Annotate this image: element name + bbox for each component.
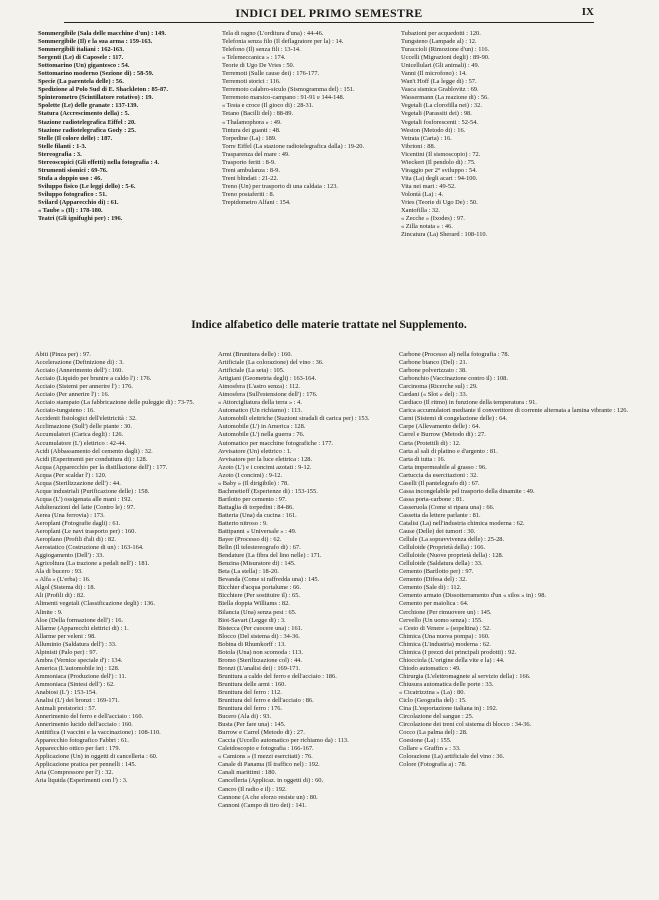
index-entry: Wassermann (La reazione di) : 56.: [401, 94, 489, 102]
index-entry: Carbone bianco (Del) : 21.: [399, 359, 468, 367]
index-entry: Terremoto marsico-campano : 91-91 e 144-148.: [222, 94, 345, 102]
header-rule: [64, 22, 594, 23]
index-entry: Vegetali (Parassiti dei) : 98.: [401, 110, 472, 118]
index-entry: Cemento per maiolica : 64.: [399, 600, 469, 608]
index-entry: Uccelli (Migrazioni degli) : 89-90.: [401, 54, 490, 62]
index-entry: Aggiogamento (Dell') : 33.: [35, 552, 104, 560]
index-entry: Acciaio stampato (La fabbricazione delle puleggie di) : 73-75.: [35, 399, 195, 407]
index-entry: Carica accumulatori mediante il convertitore di corrente alternata a lamina vibrante : 126.: [399, 407, 629, 415]
index-entry: Strumenti sismici : 69-76.: [38, 166, 108, 174]
index-entry: Benzina (Misuratore di) : 145.: [218, 560, 296, 568]
index-entry: Acqua (Apparecchio per la distillazione dell') : 177.: [35, 463, 168, 471]
index-entry: Casseruola (Come si ripara una) : 66.: [399, 503, 495, 511]
index-entry: Vanni (Il microfono) : 14.: [401, 70, 467, 78]
index-entry: Teorie di Ugo De Vries : 50.: [222, 62, 295, 70]
index-entry: Bevanda (Come si raffredda una) : 145.: [218, 576, 320, 584]
index-entry: Carbone polverizzato : 38.: [399, 367, 467, 375]
index-entry: Carta di tutta : 16.: [399, 455, 446, 463]
index-entry: Sorgenti (Le) di Caposele : 117.: [38, 54, 124, 62]
section-title: Indice alfabetico delle materie trattate nel Supplemento.: [191, 319, 467, 331]
index-entry: Carta al sali di platino e d'argento : 81.: [399, 447, 498, 455]
index-entry: Biot-Savart (Legge di) : 3.: [218, 616, 286, 624]
index-entry: Ali (Profili di) : 82.: [35, 592, 85, 600]
index-entry: Chimica (L'industria) moderna : 62.: [399, 640, 491, 648]
index-entry: Abiti (Pinza per) : 97.: [35, 351, 91, 358]
index-entry: Ammoniaca (Sintesi dell') : 62.: [35, 680, 115, 688]
top-index-column-2: [222, 30, 382, 207]
index-entry: Artificiale (La colorazione) del vino : 36.: [218, 359, 324, 367]
index-entry: Coesione (La) : 155.: [399, 737, 452, 745]
index-entry: Battipanni « Universale » : 49.: [218, 528, 297, 536]
index-entry: Stazione radiotelegrafica Eiffel : 20.: [38, 118, 136, 126]
index-entry: Tungsteno (Lampade al) : 12.: [401, 38, 477, 46]
index-entry: Automobile (L') nella guerra : 76.: [218, 431, 305, 439]
index-entry: Alpinisti (Palo per) : 97.: [35, 648, 98, 656]
index-entry: Acqua (Sterilizzazione dell') : 44.: [35, 479, 121, 487]
index-entry: Automatico (Un richiamo) : 113.: [218, 407, 303, 415]
index-entry: Accelerazione (Definizione di) : 3.: [35, 359, 124, 367]
index-entry: Stufa a doppio uso : 46.: [38, 174, 102, 182]
index-entry: Caccia (Uccello automatico per richiamo da) : 113.: [218, 737, 349, 745]
index-entry: Allarme (Apparecchi elettrici di) : 1.: [35, 624, 129, 632]
index-entry: Torpedine (La) : 189.: [222, 134, 277, 142]
index-entry: Brunitura del ferro : 112.: [218, 688, 282, 696]
index-entry: Stazione radiotelegrafica Gody : 25.: [38, 126, 136, 134]
index-entry: Telefono (Il) senza fili : 13-14.: [222, 46, 301, 54]
index-entry: Sottomarino (Un) gigantesco : 54.: [38, 62, 130, 70]
index-entry: Aeroplano (Profili d'ali di) : 82.: [35, 536, 117, 544]
index-entry: Cocco (La palma del) : 28.: [399, 729, 468, 737]
index-entry: Bromo (Sterilizzazione col) : 44.: [218, 656, 302, 664]
index-entry: « Cesto di Venere » (sopeltina) : 52.: [399, 624, 491, 632]
index-entry: Cemento armato (Dissotterramento d'un « silos » in) : 98.: [399, 592, 547, 600]
index-entry: Cassetta da lettere parlante : 81.: [399, 511, 481, 519]
index-entry: Stelle (Il colore delle) : 187.: [38, 134, 113, 142]
index-entry: Acclimazione (Sull') delle piante : 30.: [35, 423, 132, 431]
index-entry: Blocco (Del sistema di) : 34-36.: [218, 632, 300, 640]
index-entry: Carta impermeabile al grasso : 96.: [399, 463, 487, 471]
index-entry: Cemento (Sale di) : 112.: [399, 584, 462, 592]
index-entry: Armi (Brunitura delle) : 160.: [218, 351, 293, 358]
index-entry: Viraggio per 2° sviluppo : 54.: [401, 166, 478, 174]
index-entry: Volontà (La) : 4.: [401, 190, 444, 198]
index-entry: Torre Eiffel (La stazione radiotelegrafica dalla) : 19-20.: [222, 142, 365, 150]
index-entry: Bilancia (Una) senza pesi : 65.: [218, 608, 297, 616]
index-entry: Sommergibile (Il) e la sua arma : 159-163.: [38, 38, 153, 46]
index-entry: Annerimento del ferro e dell'acciaio : 160.: [35, 713, 144, 721]
index-entry: Vita (La) degli acari : 94-100.: [401, 174, 478, 182]
index-entry: Chirurgia (L'elettromagnete al servizio della) : 166.: [399, 672, 531, 680]
index-entry: Adulterazioni del latte (Contro le) : 97.: [35, 503, 135, 511]
index-entry: Tintura dei guanti : 48.: [222, 126, 281, 134]
index-entry: Acciaio (Per annerire l') : 16.: [35, 391, 110, 399]
index-entry: Annerimento lucido dell'acciaio : 160.: [35, 721, 133, 729]
index-entry: « Camions » (I mezzi esercitati) : 76.: [218, 753, 313, 761]
index-entry: Celluloide (Proprietà della) : 166.: [399, 544, 486, 552]
index-entry: Bendature (La fibra del lino nelle) : 171.: [218, 552, 322, 560]
index-entry: Automatico per macchine fotografiche : 177.: [218, 439, 333, 447]
index-entry: Carni (Sistemi di congelazione delle) : 64.: [399, 415, 508, 423]
index-entry: Bayer (Processo di) : 62.: [218, 536, 282, 544]
index-entry: Barilotto per cemento : 97.: [218, 495, 287, 503]
index-entry: Agricoltura (La trazione a pedali nell') : 181.: [35, 560, 150, 568]
index-entry: Atmosfera (L'astro senza) : 112.: [218, 383, 301, 391]
index-entry: Sottomarino moderno (Sezione di) : 58-59.: [38, 70, 154, 78]
index-entry: Chimica (Una nuova pompa) : 160.: [399, 632, 490, 640]
index-entry: Bachmetieff (Esperienze di) : 153-155.: [218, 487, 318, 495]
index-entry: Sommergibili italiani : 162-163.: [38, 46, 124, 54]
index-entry: Tela di ragno (L'orditura d'una) : 44-46.: [222, 30, 324, 37]
index-entry: Cannoni (Campo di tiro dei) : 141.: [218, 801, 307, 809]
index-entry: Colore (Fotografia a) : 78.: [399, 761, 467, 769]
index-entry: Cellule (La sopravvivenza delle) : 25-28.: [399, 536, 505, 544]
index-entry: Artigiani (Geometria degli) : 163-164.: [218, 375, 317, 383]
index-entry: Carta (Proiettili di) : 12.: [399, 439, 461, 447]
index-entry: Acque industriali (Purificazione delle) : 158.: [35, 487, 150, 495]
index-entry: America (L'automobile in) : 128.: [35, 664, 120, 672]
index-entry: Alimenti vegetali (Classificazione degli) : 136.: [35, 600, 155, 608]
index-entry: Collare « Graffin » : 33.: [399, 745, 461, 753]
index-entry: Sviluppo fisico (Le leggi dello) : 5-6.: [38, 182, 136, 190]
index-entry: Colorazione (La) artificiale del vino : 36.: [399, 753, 505, 761]
index-entry: Cause (Delle) dei tumori : 30.: [399, 528, 476, 536]
index-entry: Treni blindati : 21-22.: [222, 174, 279, 182]
index-entry: Cemento (Barilotto per) : 97.: [399, 568, 474, 576]
index-entry: « Zecche » (Ixodes) : 97.: [401, 215, 465, 223]
index-entry: Anabiosi (L') : 153-154.: [35, 688, 97, 696]
index-entry: Cardani (« Slot » del) : 33.: [399, 391, 468, 399]
index-entry: « Thalamophora » : 49.: [222, 118, 282, 126]
index-entry: Alinite : 9.: [35, 608, 63, 616]
index-entry: Vicentini (Il sismoscopio) : 72.: [401, 150, 481, 158]
index-entry: « Zilla notata » : 46.: [401, 223, 453, 231]
index-entry: Aerostatico (Costruzione di un) : 163-164.: [35, 544, 144, 552]
index-entry: Ala di bucero : 93.: [35, 568, 83, 576]
index-entry: Cartuccia da esercitazioni : 32.: [399, 471, 478, 479]
index-entry: Aeroplani (Fotografie dagli) : 61.: [35, 519, 121, 527]
index-entry: Stereoscopici (Gli effetti) nella fotografia : 4.: [38, 158, 160, 166]
index-entry: Batteria (Una) da cucina : 161.: [218, 511, 297, 519]
index-entry: Aerea (Una ferrovia) : 173.: [35, 511, 105, 519]
index-entry: Bicchiere (Per sostituire il) : 65.: [218, 592, 300, 600]
index-entry: Vries (Teorie di Ugo De) : 50.: [401, 198, 478, 206]
index-entry: Statura (Accrescimento della) : 5.: [38, 110, 130, 118]
index-entry: Apparecchio ottico per fari : 179.: [35, 745, 121, 753]
index-entry: Belin (Il telestereografo di) : 67.: [218, 544, 301, 552]
index-entry: Beta (La stella) : 18-20.: [218, 568, 279, 576]
index-entry: Burrow e Carrel (Metodo di) : 27.: [218, 729, 305, 737]
index-entry: Bicchier d'acqua portalume : 66.: [218, 584, 301, 592]
index-entry: Applicazione (Un) in oggetti di cancelleria : 60.: [35, 753, 158, 761]
header-title: INDICI DEL PRIMO SEMESTRE: [235, 6, 423, 20]
index-entry: Batterio nitroso : 9.: [218, 519, 268, 527]
index-entry: Turaccioli (Rimozione d'un) : 116.: [401, 46, 490, 54]
index-entry: Cina (L'esportazione italiana in) : 192.: [399, 705, 498, 713]
index-entry: Acciaio (Sistemi per annerire l') : 176.: [35, 383, 133, 391]
index-entry: Treno postaferiti : 8.: [222, 190, 275, 198]
index-entry: Terremoti (Sulle cause dei) : 176-177.: [222, 70, 320, 78]
index-entry: Chimica (I prezzi dei principali prodotti) : 92.: [399, 648, 517, 656]
index-entry: Canali marittimi : 180.: [218, 769, 277, 777]
index-entry: Botola (Una) non scomoda : 113.: [218, 648, 303, 656]
index-entry: Avvisatore per la luce elettrica : 128.: [218, 455, 313, 463]
index-entry: Terremoto calabro-siculo (Sismogramma del) : 151.: [222, 86, 355, 94]
index-entry: Carrel e Burrow (Metodo di) : 27.: [399, 431, 486, 439]
index-entry: « Baby » (Il dirigibile) : 78.: [218, 479, 289, 487]
index-entry: Biella doppia Williams : 82.: [218, 600, 290, 608]
index-entry: Brunitura del ferro : 176.: [218, 705, 283, 713]
index-entry: Cassa porta-carbone : 81.: [399, 495, 464, 503]
index-entry: Cannone (A che sforzo resiste un) : 80.: [218, 793, 318, 801]
index-entry: Ciclo (Geografia del) : 15.: [399, 697, 467, 705]
index-entry: Cancro (Il radio e il) : 192.: [218, 785, 287, 793]
index-entry: Tubazioni per acquedotti : 120.: [401, 30, 481, 37]
index-entry: Vegetali fosforescenti : 52-54.: [401, 118, 479, 126]
index-entry: Brunitura delle armi : 160.: [218, 680, 286, 688]
index-entry: Treno (Un) per trasporto di una caldaia : 123.: [222, 182, 339, 190]
index-entry: Weston (Metodo di) : 16.: [401, 126, 466, 134]
index-entry: Aeroplani (Le navi trasporto per) : 160.: [35, 528, 136, 536]
index-entry: Bistecca (Per cuocere una) : 161.: [218, 624, 303, 632]
index-entry: Unicellulari (Gli animali) : 49.: [401, 62, 480, 70]
index-entry: Aloe (Della formazione dell') : 16.: [35, 616, 124, 624]
index-entry: Celluloide (Saldatura della) : 33.: [399, 560, 483, 568]
index-entry: « Alfa » (L'erba) : 16.: [35, 576, 91, 584]
index-entry: Vita nei mari : 49-52.: [401, 182, 456, 190]
index-entry: Circolazione dei treni col sistema di blocco : 34-36.: [399, 721, 532, 729]
index-entry: Acqua (L') ossigenata alle mani : 192.: [35, 495, 133, 503]
index-entry: Atmosfera (Sull'estensione dell') : 176.: [218, 391, 318, 399]
index-entry: Treni ambulanza : 8-9.: [222, 166, 280, 174]
index-entry: Allarme per veleni : 98.: [35, 632, 96, 640]
index-entry: Carpe (Allevamento delle) : 64.: [399, 423, 481, 431]
index-entry: Canale di Panama (Il traffico nel) : 192.: [218, 761, 320, 769]
index-entry: Teatri (Gli ignifughi per) : 196.: [38, 215, 123, 223]
index-entry: Apparecchio fotografico Fabbri : 61.: [35, 737, 129, 745]
index-entry: Artificiale (La seta) : 105.: [218, 367, 285, 375]
index-entry: Carbonchio (Vaccinazione contro il) : 108.: [399, 375, 508, 383]
index-entry: Azoto (I concimi) : 9-12.: [218, 471, 283, 479]
index-entry: Sommergibile (Sala delle macchine d'un) : 149.: [38, 30, 166, 37]
index-entry: Caselli (Il pantelegrafo di) : 67.: [399, 479, 480, 487]
index-entry: Azoto (L') e i concimi azotati : 9-12.: [218, 463, 312, 471]
index-entry: « Testa e croce (Il gioco di) : 28-31.: [222, 102, 314, 110]
index-entry: Cervello (Un uomo senza) : 155.: [399, 616, 483, 624]
index-entry: Ambra (Vernice speciale d') : 134.: [35, 656, 123, 664]
index-entry: Acciaio (Liquido per brunire a caldo l') : 176.: [35, 375, 152, 383]
index-entry: Chiodo automatico : 49.: [399, 664, 461, 672]
index-entry: Spinterometro (Scintillatore rotativo) : 19.: [38, 94, 154, 102]
index-entry: « Taube » (Il) : 178-180.: [38, 207, 103, 215]
index-entry: Acqua (Per scaldar l') : 120.: [35, 471, 107, 479]
page-header: [64, 2, 594, 24]
index-entry: Avvisatore (Un) elettrico : 1.: [218, 447, 292, 455]
index-entry: Cancelleria (Applicaz. in oggetti di) : 60.: [218, 777, 324, 785]
index-entry: Aria (Compressore per l') : 32.: [35, 769, 114, 777]
index-entry: Busta (Per fare una) : 145.: [218, 721, 286, 729]
index-entry: Cassa incongelabile pel trasporto della dinamite : 49.: [399, 487, 535, 495]
index-entry: Bronzi (L'analisi dei) : 169-171.: [218, 664, 301, 672]
index-entry: Wieckert (Il pendolo di) : 75.: [401, 158, 476, 166]
index-entry: Celluloide (Nuove proprietà della) : 128.: [399, 552, 504, 560]
index-entry: Acidi (Esperimenti per conduttura di) : 128.: [35, 455, 148, 463]
index-entry: Algol (Sistema di) : 18.: [35, 584, 96, 592]
index-entry: Trepidometro Alfani : 154.: [222, 198, 291, 206]
index-entry: Catalisi (La) nell'industria chimica moderna : 62.: [399, 519, 525, 527]
supplement-index-column-3: [399, 351, 629, 769]
index-entry: Chiusura automatica delle porte : 33.: [399, 680, 494, 688]
index-entry: Animali preistorici : 57.: [35, 705, 97, 713]
index-entry: Vibrioni : 88.: [401, 142, 436, 150]
index-entry: Stelle filanti : 1-3.: [38, 142, 87, 150]
supplement-index-column-1: [35, 351, 198, 786]
index-entry: Carcinoma (Ricerche sul) : 29.: [399, 383, 478, 391]
top-index-column-1: [38, 30, 198, 223]
index-entry: Specie (La parentela delle) : 56.: [38, 78, 124, 86]
index-entry: Bucero (Ala di) : 93.: [218, 713, 272, 721]
index-entry: Accidenti fisiologici dell'elettricità : 32.: [35, 415, 137, 423]
index-entry: Wan't Hoff (La legge di) : 57.: [401, 78, 477, 86]
page-number: IX: [581, 6, 594, 18]
index-entry: Carbone (Processo al) nella fotografia : 78.: [399, 351, 510, 358]
index-entry: Alluminio (Saldatura dell') : 33.: [35, 640, 117, 648]
index-entry: Brunitura del ferro e dell'acciaio : 86.: [218, 697, 314, 705]
index-entry: Trasparenza del mare : 49.: [222, 150, 290, 158]
index-entry: Sviluppo fotografico : 51.: [38, 190, 107, 198]
index-entry: Acciaio (Annerimento dell') : 160.: [35, 367, 123, 375]
index-entry: Terremoti storici : 116.: [222, 78, 281, 86]
index-entry: « Attorcigliatura della terra » : 4.: [218, 399, 302, 407]
index-entry: « Cicatrizzina » (La) : 80.: [399, 688, 466, 696]
index-entry: Spolette (Le) delle granate : 137-139.: [38, 102, 139, 110]
index-entry: Vasca sismica Grablovitz : 69.: [401, 86, 479, 94]
index-entry: Stereografia : 3.: [38, 150, 82, 158]
index-entry: « Telemeccanica » : 174.: [222, 54, 286, 62]
index-entry: Brunitura a caldo del ferro e dell'acciaio : 186.: [218, 672, 337, 680]
supplement-index-column-2: [218, 351, 381, 810]
index-entry: Telefonia senza filo (Il deflagratore per la) : 14.: [222, 38, 344, 46]
index-entry: Analisi (L') dei bronzi : 169-171.: [35, 697, 120, 705]
index-entry: Bobina di Rhumkorff : 13.: [218, 640, 286, 648]
index-entry: Cemento (Difesa del) : 32.: [399, 576, 467, 584]
index-entry: Zincatura (La) Sherard : 108-110.: [401, 231, 488, 239]
index-entry: Accumulatori (Carica degli) : 126.: [35, 431, 124, 439]
index-entry: Cerchione (Per rimuovere un) : 145.: [399, 608, 492, 616]
index-entry: Circolazione del sangue : 25.: [399, 713, 474, 721]
index-entry: Acciaio-tungsteno : 16.: [35, 407, 95, 415]
index-entry: Ammoniaca (Produzione dell') : 11.: [35, 672, 127, 680]
index-entry: Automobile (L') in America : 128.: [218, 423, 306, 431]
top-index-column-3: [401, 30, 561, 239]
index-entry: Cardiaco (Il ritmo) in funzione della temperatura : 91.: [399, 399, 537, 407]
index-entry: Antitifica (I vaccini e la vaccinazione) : 108-110.: [35, 729, 161, 737]
index-entry: Aria liquida (Esperimenti con l') : 3.: [35, 777, 128, 785]
index-entry: Trasporto feriti : 8-9.: [222, 158, 276, 166]
index-entry: Chiocciola (L'origine della vite e la) : 44.: [399, 656, 505, 664]
index-entry: Vegetali (La clorofilla nei) : 32.: [401, 102, 482, 110]
index-entry: Caleidoscopio e fotografia : 166-167.: [218, 745, 314, 753]
index-entry: Svilard (Apparecchio di) : 61.: [38, 198, 119, 206]
index-entry: Acidi (Abbassamento del cemento dagli) : 32.: [35, 447, 153, 455]
index-entry: Tetano (Bacilli del) : 88-89.: [222, 110, 294, 118]
index-entry: Accumulatore (L') elettrico : 42-44.: [35, 439, 127, 447]
index-entry: Xantofilla : 32.: [401, 207, 440, 215]
index-entry: Applicazione pratica per pennelli : 145.: [35, 761, 137, 769]
index-entry: Spedizione al Polo Sud di E. Shackleton : 85-87.: [38, 86, 168, 94]
index-entry: Battaglia di torpedini : 84-86.: [218, 503, 294, 511]
index-entry: Automobili elettriche (Stazioni stradali di carica per) : 153.: [218, 415, 370, 423]
index-entry: Vetrata (Carta) : 16.: [401, 134, 452, 142]
